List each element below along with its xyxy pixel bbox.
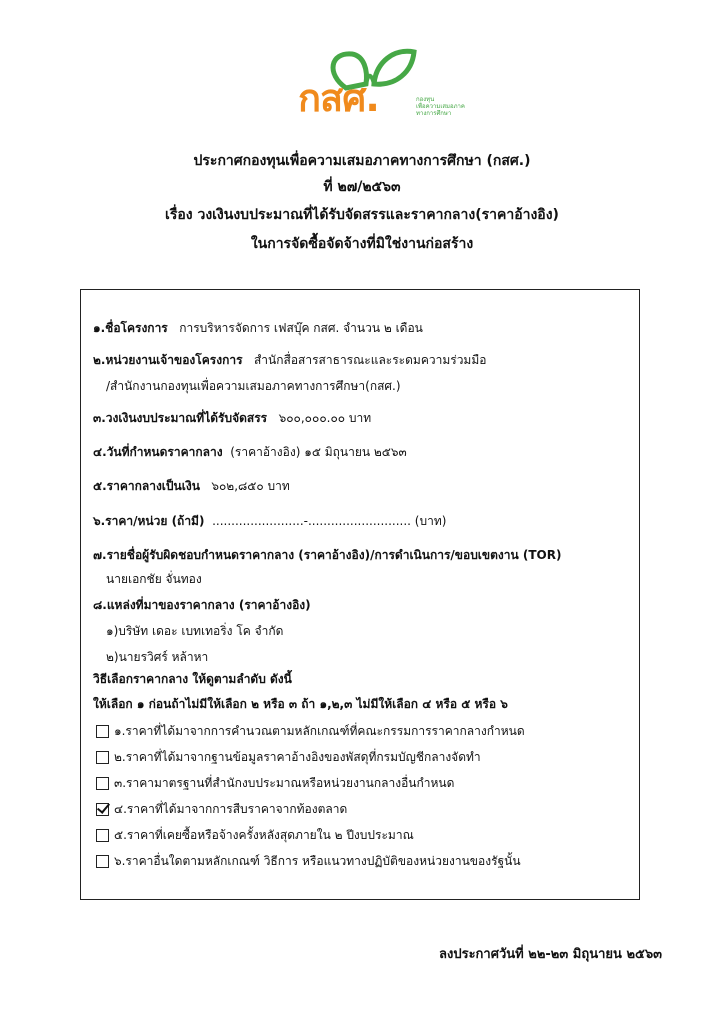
logo-subtitle: กองทุน เพื่อความเสมอภาค ทางการศึกษา	[416, 96, 465, 117]
owner-label: ๒.หน่วยงานเจ้าของโครงการ	[93, 353, 243, 367]
announcement-date: ลงประกาศวันที่ ๒๒-๒๓ มิถุนายน ๒๕๖๓	[439, 947, 662, 962]
date-row	[93, 443, 407, 462]
date-label: ๔.วันที่กำหนดราคากลาง	[93, 445, 223, 459]
gsf-logo	[298, 44, 466, 124]
option-row-5	[96, 826, 414, 845]
logo-wordmark: กสศ.	[298, 76, 379, 120]
project-row	[93, 319, 423, 338]
budget-value: ๖๐๐,๐๐๐.๐๐ บาท	[278, 411, 372, 425]
source-item-2: ๒)นายรวิศร์ หล้าหา	[106, 650, 209, 664]
option-checkbox-1[interactable]	[96, 725, 109, 738]
unit-price-value: ........................-........................... (บาท)	[212, 514, 447, 528]
header-number: ที่ ๒๗/๒๕๖๓	[323, 179, 401, 195]
median-label: ๕.ราคากลางเป็นเงิน	[93, 479, 200, 493]
option-row-6	[96, 852, 521, 871]
option-row-2	[96, 748, 481, 767]
header-subject: เรื่อง วงเงินงบประมาณที่ได้รับจัดสรรและราคากลาง(ราคาอ้างอิง)	[165, 207, 559, 223]
option-checkbox-3[interactable]	[96, 777, 109, 790]
project-value: การบริหารจัดการ เฟสบุ๊ค กสศ. จำนวน ๒ เดือน	[179, 321, 423, 335]
owner-row	[93, 351, 486, 370]
option-label-4: ๔.ราคาที่ได้มาจากการสืบราคาจากท้องตลาด	[114, 802, 348, 816]
option-checkbox-2[interactable]	[96, 751, 109, 764]
budget-row	[93, 409, 371, 428]
option-label-2: ๒.ราคาที่ได้มาจากฐานข้อมูลราคาอ้างอิงของพัสดุที่กรมบัญชีกลางจัดทำ	[114, 750, 481, 764]
owner-value-cont: /สำนักงานกองทุนเพื่อความเสมอภาคทางการศึกษา(กสศ.)	[106, 379, 401, 393]
option-label-5: ๕.ราคาที่เคยซื้อหรือจ้างครั้งหลังสุดภายใน ๒ ปีงบประมาณ	[114, 828, 414, 842]
source-item-1: ๑)บริษัท เดอะ เบทเทอริ่ง โค จำกัด	[106, 624, 284, 638]
option-row-3	[96, 774, 454, 793]
option-label-1: ๑.ราคาที่ได้มาจากการคำนวณตามหลักเกณฑ์ที่คณะกรรมการราคากลางกำหนด	[114, 724, 525, 738]
option-row-1	[96, 722, 525, 741]
option-checkbox-5[interactable]	[96, 829, 109, 842]
source-label: ๘.แหล่งที่มาของราคากลาง (ราคาอ้างอิง)	[93, 598, 311, 612]
option-checkbox-6[interactable]	[96, 855, 109, 868]
owner-value: สำนักสื่อสารสาธารณะและระดมความร่วมมือ	[253, 353, 487, 367]
method-title: วิธีเลือกราคากลาง ให้ดูตามลำดับ ดังนี้	[93, 672, 292, 686]
option-row-4	[96, 800, 347, 819]
project-label: ๑.ชื่อโครงการ	[93, 321, 168, 335]
committee-label: ๗.รายชื่อผู้รับผิดชอบกำหนดราคากลาง (ราคาอ้างอิง)/การดำเนินการ/ขอบเขตงาน (TOR)	[93, 548, 562, 562]
committee-value: นายเอกชัย จั่นทอง	[106, 572, 202, 586]
option-label-6: ๖.ราคาอื่นใดตามหลักเกณฑ์ วิธีการ หรือแนวทางปฏิบัติของหน่วยงานของรัฐนั้น	[114, 854, 521, 868]
unit-price-row	[93, 512, 446, 531]
option-label-3: ๓.ราคามาตรฐานที่สำนักงบประมาณหรือหน่วยงานกลางอื่นกำหนด	[114, 776, 455, 790]
header-title: ประกาศกองทุนเพื่อความเสมอภาคทางการศึกษา (กสศ.)	[193, 153, 531, 169]
date-value: (ราคาอ้างอิง) ๑๕ มิถุนายน ๒๕๖๓	[230, 445, 407, 459]
median-value: ๖๐๒,๘๕๐ บาท	[211, 479, 290, 493]
median-row	[93, 477, 290, 496]
option-checkbox-4[interactable]	[96, 803, 109, 816]
method-rule: ให้เลือก ๑ ก่อนถ้าไม่มีให้เลือก ๒ หรือ ๓ ถ้า ๑,๒,๓ ไม่มีให้เลือก ๔ หรือ ๕ หรือ ๖	[93, 697, 508, 711]
header-subject-cont: ในการจัดซื้อจัดจ้างที่มิใช่งานก่อสร้าง	[250, 236, 474, 252]
unit-price-label: ๖.ราคา/หน่วย (ถ้ามี)	[93, 514, 205, 528]
budget-label: ๓.วงเงินงบประมาณที่ได้รับจัดสรร	[93, 411, 268, 425]
